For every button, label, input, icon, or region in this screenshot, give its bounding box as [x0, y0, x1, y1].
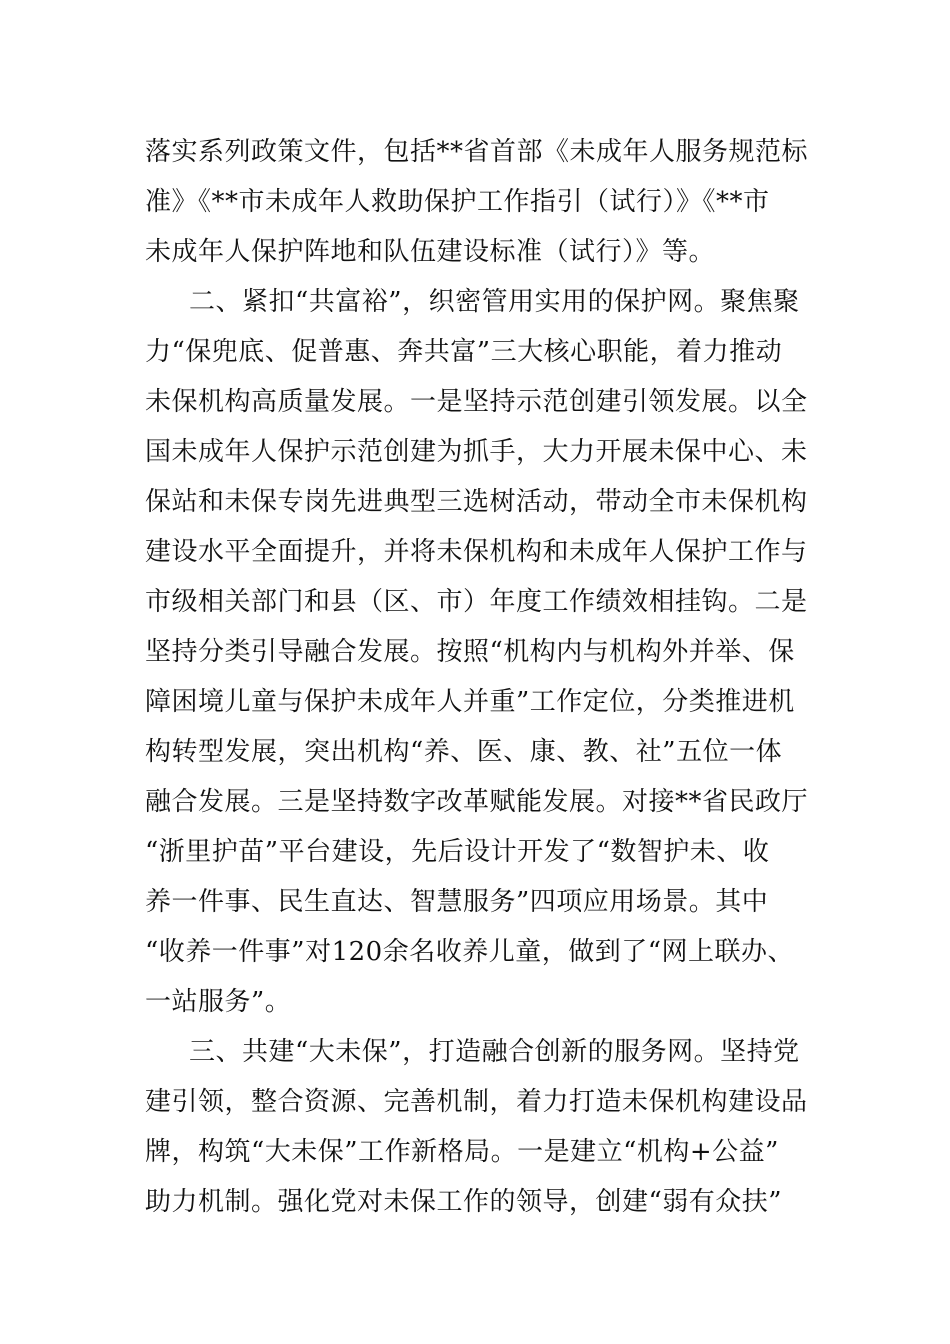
- text-line: “浙里护苗”平台建设，先后设计开发了“数智护未、收: [145, 837, 770, 867]
- section-heading-line: 二、紧扣“共富裕”，织密管用实用的保护网。聚焦聚: [189, 287, 800, 317]
- text-line: 助力机制。强化党对未保工作的领导，创建“弱有众扶”: [145, 1187, 783, 1217]
- text-line: 未保机构高质量发展。一是坚持示范创建引领发展。以全: [145, 387, 808, 417]
- text-line: 保站和未保专岗先进典型三选树活动，带动全市未保机构: [145, 487, 808, 517]
- text-line: 未成年人保护阵地和队伍建设标准（试行）》等。: [145, 237, 716, 267]
- text-line: 养一件事、民生直达、智慧服务”四项应用场景。其中: [145, 887, 769, 917]
- body-text: [145, 127, 825, 1227]
- text-line: 建设水平全面提升，并将未保机构和未成年人保护工作与: [145, 537, 808, 567]
- text-line: 牌，构筑“大未保”工作新格局。一是建立“机构+公益”: [145, 1137, 779, 1167]
- text-line: 市级相关部门和县（区、市）年度工作绩效相挂钩。二是: [145, 587, 808, 617]
- text-line: 融合发展。三是坚持数字改革赋能发展。对接**省民政厅: [145, 787, 809, 817]
- text-line: 建引领，整合资源、完善机制，着力打造未保机构建设品: [145, 1087, 808, 1117]
- text-line: 准》《**市未成年人救助保护工作指引（试行）》《**市: [145, 187, 770, 217]
- text-line: 国未成年人保护示范创建为抓手，大力开展未保中心、未: [145, 437, 808, 467]
- section-heading-line: 三、共建“大未保”，打造融合创新的服务网。坚持党: [189, 1037, 800, 1067]
- text-line: 坚持分类引导融合发展。按照“机构内与机构外并举、保: [145, 637, 795, 667]
- text-line: 力“保兜底、促普惠、奔共富”三大核心职能，着力推动: [145, 337, 783, 367]
- text-line: 落实系列政策文件，包括**省首部《未成年人服务规范标: [145, 137, 809, 167]
- text-line: 一站服务”。: [145, 987, 292, 1017]
- text-line: 构转型发展，突出机构“养、医、康、教、社”五位一体: [145, 737, 783, 767]
- text-line: 障困境儿童与保护未成年人并重”工作定位，分类推进机: [145, 687, 795, 717]
- text-line: “收养一件事”对120余名收养儿童，做到了“网上联办、: [145, 937, 795, 967]
